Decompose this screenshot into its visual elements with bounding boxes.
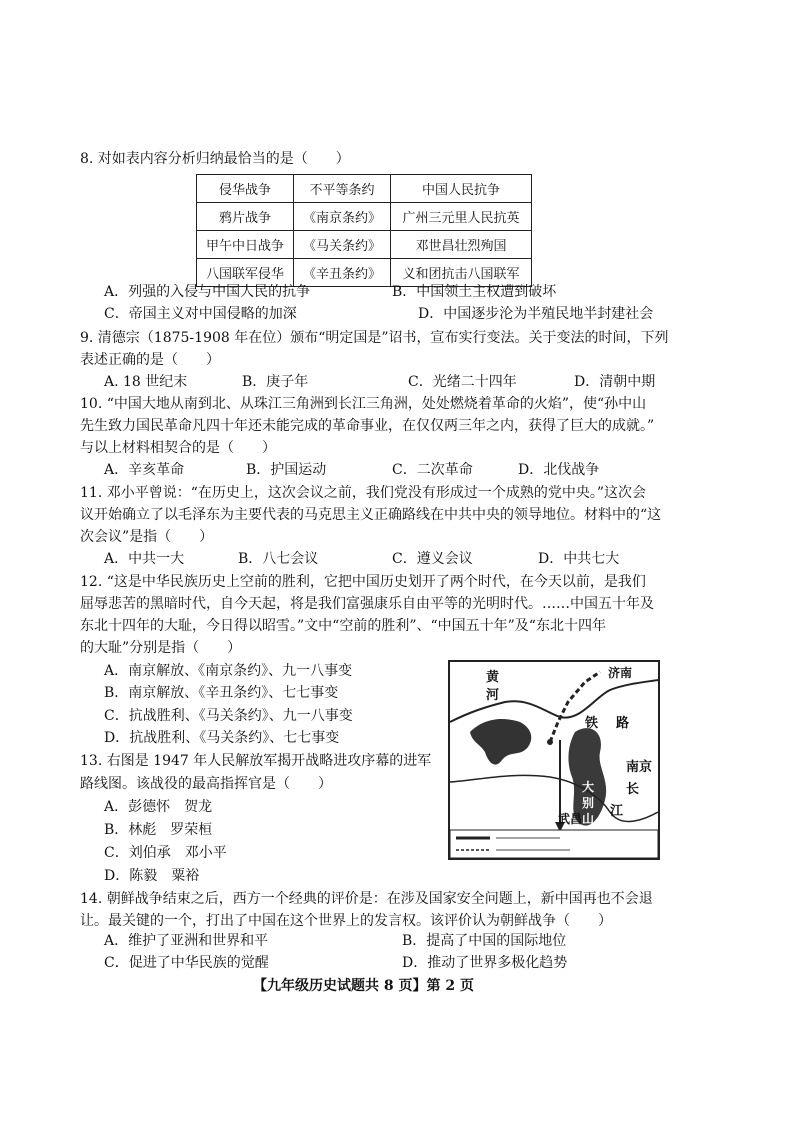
table-cell: 义和团抗击八国联军 <box>391 259 532 287</box>
q12-option-b[interactable]: B．南京解放、《辛丑条约》、七七事变 <box>104 685 339 701</box>
q14-option-d[interactable]: D．推动了世界多极化趋势 <box>402 955 568 971</box>
q10-option-d[interactable]: D．北伐战争 <box>518 462 600 478</box>
q12-option-d[interactable]: D．抗战胜利、《马关条约》、七七事变 <box>104 730 340 746</box>
q12-stem-line4: 的大耻”分别是指（ ） <box>80 640 242 656</box>
table-cell: 侵华战争 <box>197 175 294 203</box>
q12-option-a[interactable]: A．南京解放、《南京条约》、九一八事变 <box>104 663 353 679</box>
q9-stem-line1: 9. 清德宗（1875-1908 年在位）颁布“明定国是”诏书，宣布实行变法。关于变法的时间，下列 <box>80 330 669 346</box>
table-row <box>197 175 532 203</box>
q11-stem-line2: 议开始确立了以毛泽东为主要代表的马克思主义正确路线在中共中央的领导地位。材料中的“这 <box>80 507 662 523</box>
q11-stem-line3: 次会议”是指（ ） <box>80 529 214 545</box>
map-label: 路 <box>616 716 630 731</box>
map-legend-box <box>450 830 658 858</box>
q13-stem-line2: 路线图。该战役的最高指挥官是（ ） <box>80 776 332 792</box>
map-label: 别 <box>582 796 595 810</box>
table-cell: 鸦片战争 <box>197 203 294 231</box>
table-cell: 《南京条约》 <box>294 203 391 231</box>
city-marker <box>547 739 553 745</box>
map-label: 江 <box>610 804 624 819</box>
map-label: 山 <box>582 812 595 826</box>
table-cell: 《辛丑条约》 <box>294 259 391 287</box>
q14-option-c[interactable]: C．促进了中华民族的觉醒 <box>104 955 269 971</box>
q9-option-a[interactable]: A. 18 世纪末 <box>104 374 188 390</box>
q8-option-a[interactable]: A．列强的入侵与中国人民的抗争 <box>104 284 311 300</box>
q8-stem: 8. 对如表内容分析归纳最恰当的是（ ） <box>80 151 350 167</box>
map-label: 南京 <box>626 760 653 775</box>
q14-stem-line2: 让。最关键的一个，打出了中国在这个世界上的发言权。该评价认为朝鲜战争（ ） <box>80 913 612 929</box>
q9-option-d[interactable]: D．清朝中期 <box>574 374 656 390</box>
q11-option-d[interactable]: D．中共七大 <box>538 551 620 567</box>
q14-option-b[interactable]: B．提高了中国的国际地位 <box>402 933 567 949</box>
q10-option-c[interactable]: C．二次革命 <box>392 462 473 478</box>
map-label: 济南 <box>608 666 633 680</box>
q13-option-b[interactable]: B．林彪 罗荣桓 <box>104 822 213 838</box>
q11-stem-line1: 11. 邓小平曾说：“在历史上，这次会议之前，我们党没有形成过一个成熟的党中央。”这次会 <box>80 485 647 501</box>
table-row <box>197 231 532 259</box>
q12-stem-line2: 屈辱悲苦的黑暗时代，自今天起，将是我们富强康乐自由平等的光明时代。……中国五十年及 <box>80 596 654 612</box>
q13-campaign-map <box>448 660 660 860</box>
q11-option-a[interactable]: A．中共一大 <box>104 551 185 567</box>
q14-stem-line1: 14. 朝鲜战争结束之后，西方一个经典的评价是：在涉及国家安全问题上，新中国再也不会退 <box>80 891 653 907</box>
q8-option-b[interactable]: B．中国领土主权遭到破坏 <box>392 284 557 300</box>
q13-option-d[interactable]: D．陈毅 粟裕 <box>104 868 200 884</box>
map-label: 长 <box>626 782 640 797</box>
q14-option-a[interactable]: A．维护了亚洲和世界和平 <box>104 933 269 949</box>
q11-option-c[interactable]: C．遵义会议 <box>392 551 473 567</box>
map-label: 黄 <box>486 670 500 685</box>
table-cell: 《马关条约》 <box>294 231 391 259</box>
q10-option-b[interactable]: B．护国运动 <box>246 462 327 478</box>
q10-option-a[interactable]: A．辛亥革命 <box>104 462 185 478</box>
map-label: 武昌 <box>558 812 583 826</box>
q8-option-d[interactable]: D．中国逐步沦为半殖民地半封建社会 <box>418 306 654 322</box>
table-cell: 甲午中日战争 <box>197 231 294 259</box>
shaded-region-west <box>470 719 531 765</box>
q12-option-c[interactable]: C．抗战胜利、《马关条约》、九一八事变 <box>104 708 353 724</box>
q12-stem-line1: 12. “这是中华民族历史上空前的胜利，它把中国历史划开了两个时代，在今天以前，是我们 <box>80 574 646 590</box>
q9-option-c[interactable]: C．光绪二十四年 <box>408 374 517 390</box>
q13-option-a[interactable]: A．彭德怀 贺龙 <box>104 799 213 815</box>
q11-option-b[interactable]: B．八七会议 <box>238 551 319 567</box>
q9-option-b[interactable]: B．庚子年 <box>242 374 309 390</box>
q8-table <box>196 174 532 287</box>
table-row <box>197 203 532 231</box>
table-cell: 邓世昌壮烈殉国 <box>391 231 532 259</box>
table-cell: 中国人民抗争 <box>391 175 532 203</box>
table-cell: 不平等条约 <box>294 175 391 203</box>
table-cell: 广州三元里人民抗英 <box>391 203 532 231</box>
map-label: 大 <box>582 780 595 794</box>
page-footer: 【九年级历史试题共 8 页】第 2 页 <box>253 978 474 994</box>
q10-stem-line1: 10. “中国大地从南到北、从珠江三角洲到长江三角洲，处处燃烧着革命的火焰”，使“孙中山 <box>80 396 647 412</box>
q10-stem-line2: 先生致力国民革命凡四十年还未能完成的革命事业，在仅仅两三年之内，获得了巨大的成就。” <box>80 418 655 434</box>
q13-option-c[interactable]: C．刘伯承 邓小平 <box>104 845 227 861</box>
q12-stem-line3: 东北十四年的大耻，今日得以昭雪。”文中“空前的胜利”、“中国五十年”及“东北十四年 <box>80 618 606 634</box>
q10-stem-line3: 与以上材料相契合的是（ ） <box>80 440 276 456</box>
q9-stem-line2: 表述正确的是（ ） <box>80 352 220 368</box>
table-cell: 八国联军侵华 <box>197 259 294 287</box>
q13-stem-line1: 13. 右图是 1947 年人民解放军揭开战略进攻序幕的进军 <box>80 753 432 769</box>
map-label: 铁 <box>585 716 599 731</box>
map-label: 河 <box>486 688 500 703</box>
q8-option-c[interactable]: C．帝国主义对中国侵略的加深 <box>104 306 297 322</box>
